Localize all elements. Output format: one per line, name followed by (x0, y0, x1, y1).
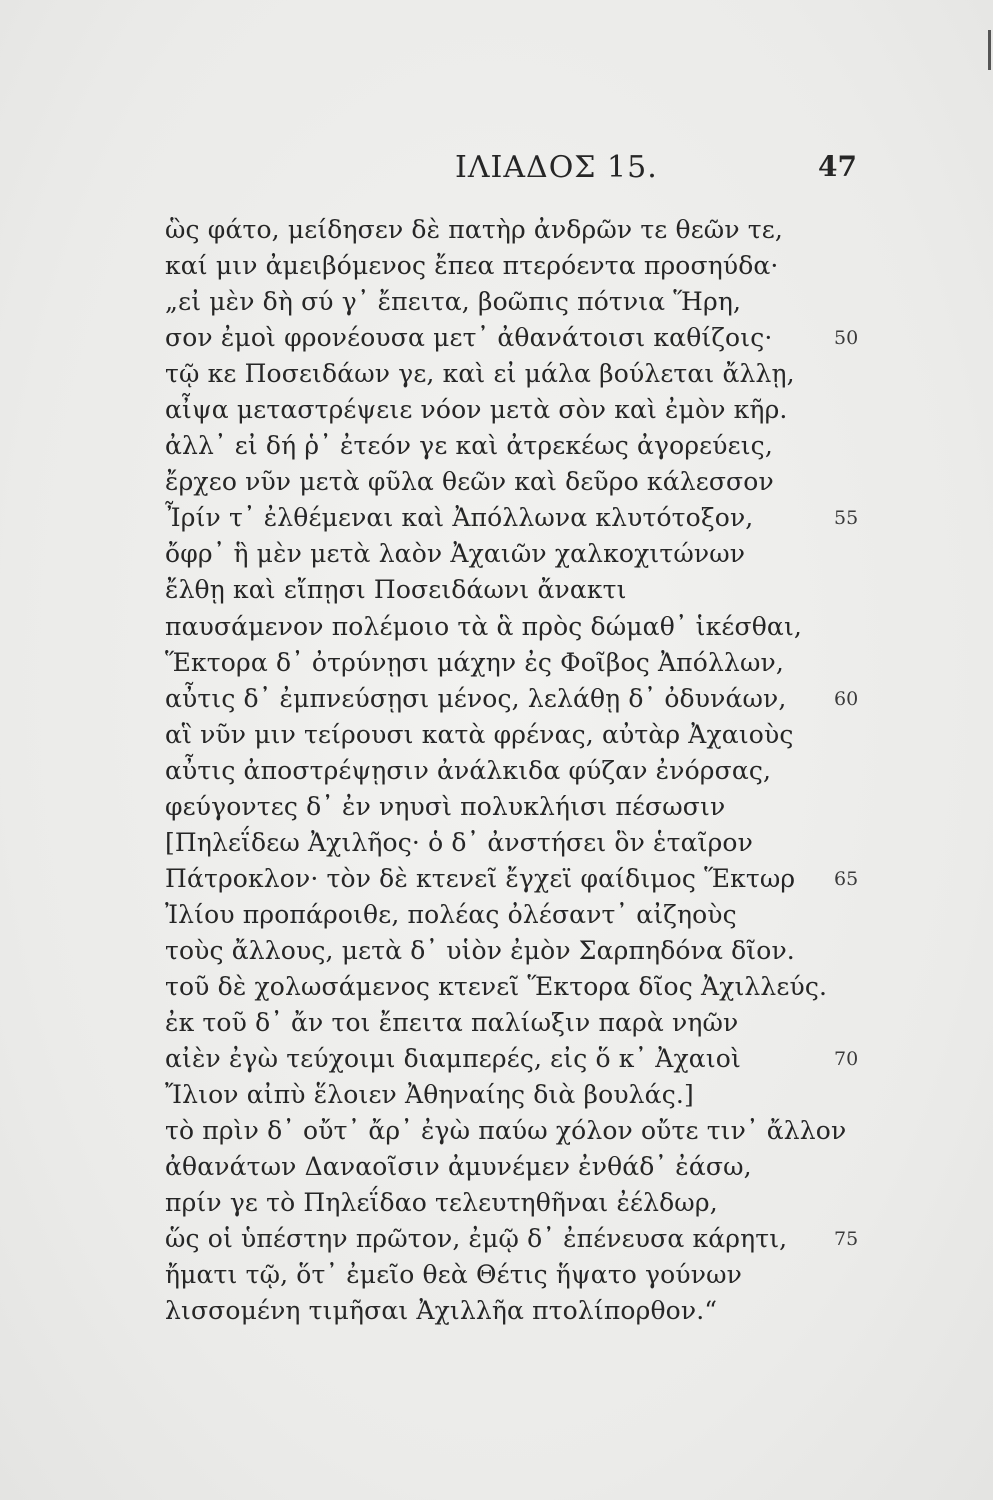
verse-text: Πάτροκλον· τὸν δὲ κτενεῖ ἔγχεϊ φαίδιμος Ἕκτωρ (165, 863, 796, 893)
verse-text: ὄφρ᾽ ἣ μὲν μετὰ λαὸν Ἀχαιῶν χαλκοχιτώνων (165, 539, 746, 569)
verse-line (0, 969, 993, 1005)
line-number: 50 (834, 327, 859, 350)
verse-text: πρίν γε τὸ Πηλεΐδαο τελευτηθῆναι ἐέλδωρ, (165, 1188, 718, 1218)
page-edge-mark (988, 30, 991, 70)
verse-line (0, 428, 993, 464)
verse-line (0, 1077, 993, 1113)
verse-text: ἀθανάτων Δαναοῖσιν ἀμυνέμεν ἐνθάδ᾽ ἐάσω, (165, 1152, 752, 1182)
line-number: 55 (834, 507, 859, 530)
verse-line (0, 1005, 993, 1041)
verse-line (0, 1185, 993, 1221)
line-number: 60 (834, 687, 859, 710)
verse-line (0, 1149, 993, 1185)
verse-line (0, 789, 993, 825)
verse-text: Ἕκτορα δ᾽ ὀτρύνῃσι μάχην ἐς Φοῖβος Ἀπόλλων, (165, 647, 784, 677)
verse-text: αὖτις δ᾽ ἐμπνεύσῃσι μένος, λελάθῃ δ᾽ ὀδυνάων, (165, 683, 787, 713)
verse-text: αἶψα μεταστρέψειε νόον μετὰ σὸν καὶ ἐμὸν κῆρ. (165, 395, 788, 425)
verse-block (0, 212, 993, 1329)
verse-text: αὖτις ἀποστρέψῃσιν ἀνάλκιδα φύζαν ἐνόρσας, (165, 755, 772, 785)
verse-line (0, 861, 993, 897)
verse-text: ἔλθῃ καὶ εἴπῃσι Ποσειδάωνι ἄνακτι (165, 575, 627, 605)
verse-text: ὣς φάτο, μείδησεν δὲ πατὴρ ἀνδρῶν τε θεῶν τε, (165, 215, 783, 244)
verse-text: Ἰλίου προπάροιθε, πολέας ὀλέσαντ᾽ αἰζηοὺς (165, 899, 737, 929)
verse-line (0, 825, 993, 861)
verse-text: τοῦ δὲ χολωσάμενος κτενεῖ Ἕκτορα δῖος Ἀχιλλεύς. (165, 971, 828, 1001)
verse-line (0, 392, 993, 428)
page-number: 47 (818, 150, 857, 183)
verse-text: Ἴλιον αἰπὺ ἕλοιεν Ἀθηναίης διὰ βουλάς.] (165, 1080, 694, 1110)
verse-text: φεύγοντες δ᾽ ἐν νηυσὶ πολυκλήισι πέσωσιν (165, 791, 726, 821)
running-head (0, 150, 993, 190)
running-title: ΙΛΙΑΔΟΣ 15. (455, 150, 658, 185)
verse-line (0, 1293, 993, 1329)
verse-line (0, 609, 993, 645)
verse-text: αἰὲν ἐγὼ τεύχοιμι διαμπερές, εἰς ὅ κ᾽ Ἀχαιοὶ (165, 1044, 741, 1074)
line-number: 70 (834, 1048, 859, 1071)
verse-text: ἀλλ᾽ εἰ δή ῥ᾽ ἐτεόν γε καὶ ἀτρεκέως ἀγορεύεις, (165, 431, 773, 461)
verse-text: παυσάμενον πολέμοιο τὰ ἃ πρὸς δώμαθ᾽ ἱκέσθαι, (165, 611, 802, 641)
verse-line (0, 1041, 993, 1077)
verse-line (0, 681, 993, 717)
verse-line (0, 1113, 993, 1149)
verse-line (0, 897, 993, 933)
verse-text: τὸ πρὶν δ᾽ οὔτ᾽ ἄρ᾽ ἐγὼ παύω χόλον οὔτε τιν᾽ ἄλλον (165, 1116, 847, 1146)
verse-text: ἔρχεο νῦν μετὰ φῦλα θεῶν καὶ δεῦρο κάλεσσον (165, 467, 774, 497)
verse-line (0, 536, 993, 572)
verse-line (0, 1257, 993, 1293)
verse-line (0, 464, 993, 500)
verse-line (0, 645, 993, 681)
verse-text: αἳ νῦν μιν τείρουσι κατὰ φρένας, αὐτὰρ Ἀχαιοὺς (165, 719, 794, 749)
verse-line (0, 717, 993, 753)
verse-line (0, 320, 993, 356)
verse-text: [Πηλεΐδεω Ἀχιλῆος· ὁ δ᾽ ἀνστήσει ὃν ἑταῖρον (165, 827, 753, 857)
verse-text: τῷ κε Ποσειδάων γε, καὶ εἰ μάλα βούλεται ἄλλῃ, (165, 359, 795, 389)
verse-text: τοὺς ἄλλους, μετὰ δ᾽ υἱὸν ἐμὸν Σαρπηδόνα δῖον. (165, 935, 795, 965)
verse-text: ἤματι τῷ, ὅτ᾽ ἐμεῖο θεὰ Θέτις ἥψατο γούνων (165, 1260, 742, 1290)
verse-text: σον ἐμοὶ φρονέουσα μετ᾽ ἀθανάτοισι καθίζοις· (165, 323, 773, 353)
verse-text: ὥς οἱ ὑπέστην πρῶτον, ἐμῷ δ᾽ ἐπένευσα κάρητι, (165, 1224, 788, 1254)
verse-text: ἐκ τοῦ δ᾽ ἄν τοι ἔπειτα παλίωξιν παρὰ νηῶν (165, 1008, 739, 1038)
verse-text: λισσομένη τιμῆσαι Ἀχιλλῆα πτολίπορθον.“ (165, 1296, 718, 1326)
verse-line (0, 212, 993, 248)
verse-line (0, 753, 993, 789)
verse-line (0, 356, 993, 392)
verse-text: „εἰ μὲν δὴ σύ γ᾽ ἔπειτα, βοῶπις πότνια Ἥρη, (165, 287, 742, 317)
line-number: 65 (834, 867, 859, 890)
verse-line (0, 1221, 993, 1257)
verse-line (0, 572, 993, 608)
verse-text: καί μιν ἀμειβόμενος ἔπεα πτερόεντα προσηύδα· (165, 251, 779, 281)
line-number: 75 (834, 1228, 859, 1251)
verse-line (0, 248, 993, 284)
verse-line (0, 933, 993, 969)
verse-line (0, 500, 993, 536)
verse-text: Ἶρίν τ᾽ ἐλθέμεναι καὶ Ἀπόλλωνα κλυτότοξον, (165, 503, 754, 533)
verse-line (0, 284, 993, 320)
